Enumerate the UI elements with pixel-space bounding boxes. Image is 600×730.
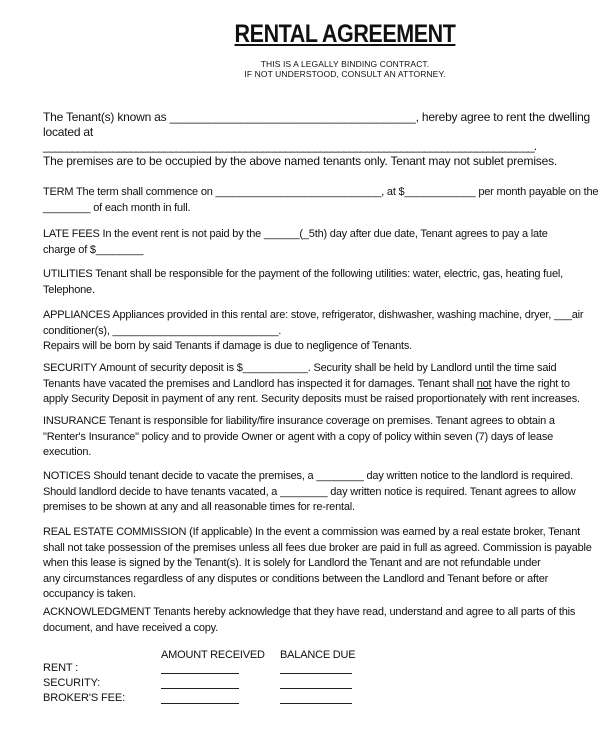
security-balance-due-blank[interactable] bbox=[280, 688, 352, 689]
location-label: located at bbox=[43, 124, 94, 139]
security-line-2 bbox=[43, 377, 573, 393]
insurance-line-2: "Renter's Insurance" policy and to provide Owner or agent with a copy of policy within seven (7) days of lease bbox=[43, 430, 554, 443]
notices-line-2: Should landlord decide to have tenants vacated, a ________ day written notice is required. Tenant agrees to allow bbox=[43, 485, 576, 498]
commission-line-1: REAL ESTATE COMMISSION (If applicable) In the event a commission was earned by a real estate broker, Tenant bbox=[43, 526, 580, 538]
balance-due-header: BALANCE DUE bbox=[280, 649, 356, 661]
insurance-section bbox=[43, 414, 573, 461]
late-fees-line-1: LATE FEES In the event rent is not paid by the ______(_5th) day after due date, Tenant agrees to pay a late bbox=[43, 228, 548, 240]
security-line-1: SECURITY Amount of security deposit is $___________. Security shall be held by Landlord until the time said bbox=[43, 362, 557, 374]
term-section bbox=[43, 185, 599, 216]
utilities-section bbox=[43, 267, 573, 298]
security-not-emphasis: not bbox=[476, 377, 492, 390]
rent-row-label: RENT : bbox=[43, 662, 79, 674]
document-title: RENTAL AGREEMENT bbox=[234, 20, 456, 48]
notices-section bbox=[43, 469, 576, 516]
security-line-3: apply Security Deposit in payment of any rent. Security deposits must be raised proportionately with rent increases. bbox=[43, 393, 580, 406]
brokers-fee-amount-received-blank[interactable] bbox=[161, 703, 239, 704]
brokers-fee-balance-due-blank[interactable] bbox=[280, 703, 352, 704]
occupancy-clause: The premises are to be occupied by the above named tenants only. Tenant may not sublet premises. bbox=[43, 153, 557, 168]
acknowledgment-line-1: ACKNOWLEDGMENT Tenants hereby acknowledge that they have read, understand and agree to all parts of this bbox=[43, 606, 576, 618]
utilities-line-1: UTILITIES Tenant shall be responsible for the payment of the following utilities: water, electric, gas, heating fuel, bbox=[43, 268, 563, 280]
appliances-line-3: Repairs will be born by said Tenants if damage is due to negligence of Tenants. bbox=[43, 340, 413, 353]
term-line-2: ________ of each month in full. bbox=[43, 201, 191, 214]
security-line-2-start: Tenants have vacated the premises and Landlord has inspected it for damages. Tenant shall bbox=[43, 377, 477, 390]
appliances-line-1: APPLIANCES Appliances provided in this rental are: stove, refrigerator, dishwasher, washing machine, dryer, ___air bbox=[43, 309, 584, 321]
brokers-fee-row-label: BROKER'S FEE: bbox=[43, 692, 126, 704]
security-line-2-end: have the right to bbox=[491, 377, 570, 390]
location-blank-line: _____________________________________________________________________________________. bbox=[43, 139, 537, 154]
legal-notice-line-1: THIS IS A LEGALLY BINDING CONTRACT. bbox=[260, 59, 430, 69]
insurance-line-3: execution. bbox=[43, 446, 92, 459]
intro-section bbox=[43, 110, 591, 168]
late-fees-line-2: charge of $________ bbox=[43, 243, 144, 256]
acknowledgment-line-2: document, and have received a copy. bbox=[43, 621, 219, 634]
acknowledgment-section bbox=[43, 605, 576, 636]
commission-line-3: when this lease is signed by the Tenant(s). It is solely for Landlord the Tenant and are not refundable under bbox=[43, 557, 541, 570]
insurance-line-1: INSURANCE Tenant is responsible for liability/fire insurance coverage on premises. Tenant agrees to obtain a bbox=[43, 415, 555, 427]
commission-line-2: shall not take possession of the premises unless all fees due broker are paid in full as agreed. Commission is payable bbox=[43, 541, 592, 554]
appliances-line-2: conditioner(s), ____________________________. bbox=[43, 324, 282, 337]
rent-balance-due-blank[interactable] bbox=[280, 673, 352, 674]
utilities-line-2: Telephone. bbox=[43, 283, 95, 296]
rent-amount-received-blank[interactable] bbox=[161, 673, 239, 674]
legal-notice-line-2: IF NOT UNDERSTOOD, CONSULT AN ATTORNEY. bbox=[244, 69, 446, 79]
commission-line-4: any circumstances regardless of any disputes or conditions between the Landlord and Tenant before or after bbox=[43, 572, 549, 585]
amount-received-header: AMOUNT RECEIVED bbox=[161, 649, 265, 661]
security-amount-received-blank[interactable] bbox=[161, 688, 239, 689]
late-fees-section bbox=[43, 227, 573, 258]
notices-line-1: NOTICES Should tenant decide to vacate the premises, a ________ day written notice to the landlord is required. bbox=[43, 470, 573, 482]
commission-line-5: occupancy is taken. bbox=[43, 588, 136, 601]
tenant-names-line: The Tenant(s) known as ______________________________________, hereby agree to rent the dwelling bbox=[43, 110, 591, 124]
notices-line-3: premises to be shown at any and all reasonable times for re-rental. bbox=[43, 501, 355, 514]
security-row-label: SECURITY: bbox=[43, 677, 101, 689]
term-line-1: TERM The term shall commence on ____________________________, at $____________ per month payable on the bbox=[43, 186, 599, 198]
appliances-section bbox=[43, 308, 584, 355]
commission-section bbox=[43, 525, 592, 603]
security-section bbox=[43, 361, 580, 408]
